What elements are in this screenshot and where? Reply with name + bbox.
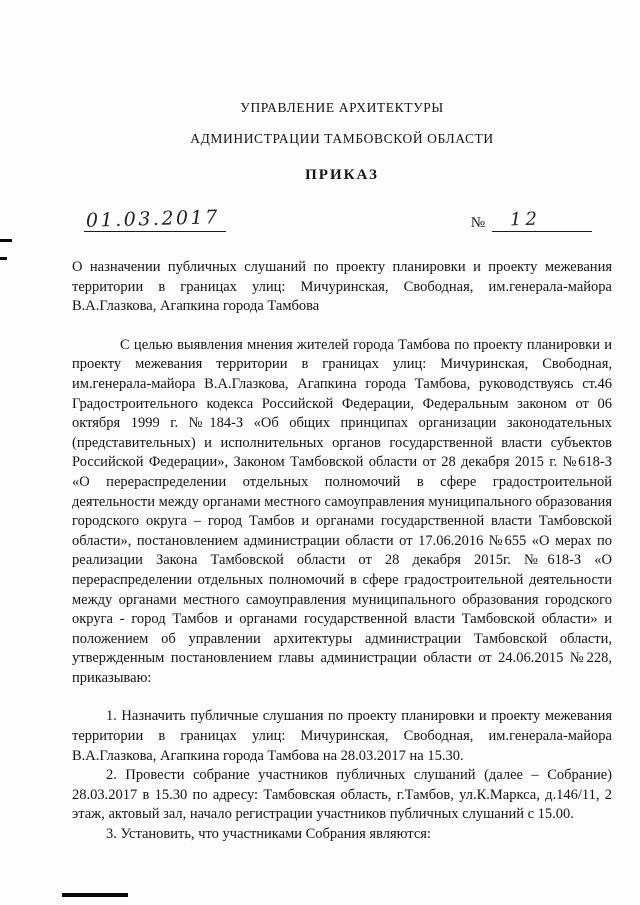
org-name-line1: УПРАВЛЕНИЕ АРХИТЕКТУРЫ [240,100,444,115]
document-body [72,258,612,845]
number-underline [492,209,592,232]
number-field [471,209,592,232]
order-item-3: 3. Установить, что участниками Собрания являются: [106,826,431,843]
date-field [84,208,226,232]
document-header [72,100,612,184]
scan-artifact-left-top [0,239,12,242]
preamble-paragraph: С целью выявления мнения жителей города Тамбова по проекту планировки и проекту межевания территории в границах улиц: Мичуринская, Свободная, им.генерала-майора В.А.Глазкова, Агапкина города Тамбова, руководствуясь ст.46 Градостроительного кодекса Российской Федерации, Федеральным законом от 06 октября 1999 г. №184-З «Об общих принципах организации законодательных (представительных) и исполнительных органов государственной власти субъектов Российской Федерации», Законом Тамбовской области от 28 декабря 2015 г. №618-З «О перераспределении отдельных полномочий в сфере градостроительной деятельности между органами местного самоуправления муниципального образования городского округа – город Тамбов и органами государственной власти Тамбовской области», постановлением администрации области от 17.06.2016 №655 «О мерах по реализации Закона Тамбовской области от 28 декабря 2015г. №618-З «О перераспределении отдельных полномочий в сфере градостроительной деятельности между органами местного самоуправления муниципального образования городского округа - город Тамбов и органами государственной власти Тамбовской области» и положением об управлении архитектуры администрации Тамбовской области, утвержденным постановлением главы администрации области от 24.06.2015 №228, приказываю: [72,336,612,686]
org-name-line2: АДМИНИСТРАЦИИ ТАМБОВСКОЙ ОБЛАСТИ [190,131,494,146]
handwritten-number: 12 [509,208,542,231]
handwritten-date: 01.03.2017 [85,206,221,232]
order-subject: О назначении публичных слушаний по проекту планировки и проекту межевания территории в границах улиц: Мичуринская, Свободная, им.генерала-майора В.А.Глазкова, Агапкина города Тамбова [72,259,612,315]
number-label: № [470,215,485,231]
scan-artifact-bottom-line [62,893,128,897]
scan-artifact-left-bottom [0,257,7,260]
document-type-title: ПРИКАЗ [305,167,379,183]
order-item-2: 2. Провести собрание участников публичных слушаний (далее – Собрание) 28.03.2017 в 15.30 по адресу: Тамбовская область, г.Тамбов, ул.К.Маркса, д.146/11, 2 этаж, актовый зал, начало регистрации участников публичных слушаний с 15.00. [72,767,612,823]
order-item-1: 1. Назначить публичные слушания по проекту планировки и проекту межевания территории в границах улиц: Мичуринская, Свободная, им.генерала-майора В.А.Глазкова, Агапкина города Тамбова на 28.03.2017 на 15.30. [72,708,612,764]
date-number-row [72,208,612,232]
